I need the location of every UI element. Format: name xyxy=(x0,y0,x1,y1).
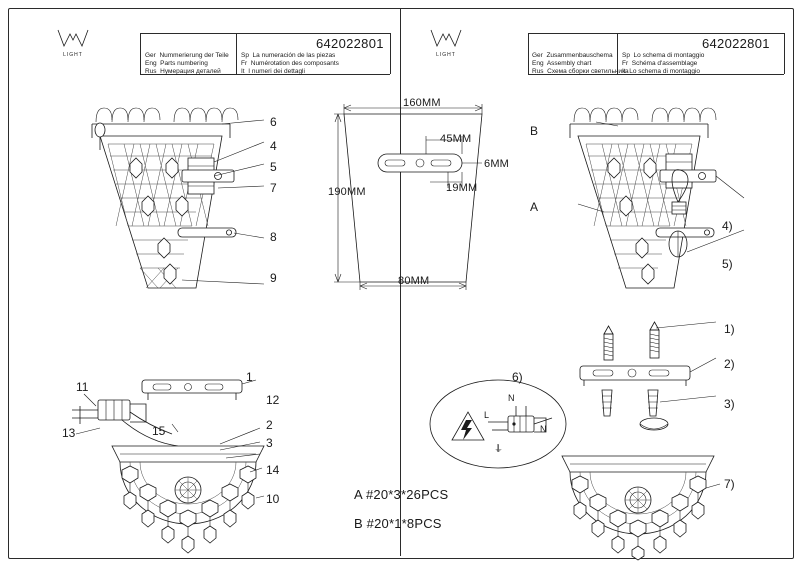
callout-bottom-12: 12 xyxy=(266,393,280,407)
callout-right-3: 3) xyxy=(724,397,735,411)
brand-logo-left xyxy=(50,26,96,62)
callout-bottom-11: 11 xyxy=(76,380,89,394)
label-letter-a: A xyxy=(530,200,539,214)
brand-logo-right xyxy=(423,26,469,62)
dimension-depth: 80MM xyxy=(398,275,430,287)
dimension-plate-length: 45MM xyxy=(440,133,472,145)
callout-left-4: 4 xyxy=(270,139,277,153)
dimension-height: 190MM xyxy=(328,186,366,198)
right-header-rule-top xyxy=(528,33,784,34)
left-lang-it: It I numeri dei dettagli xyxy=(241,68,305,75)
hazard-icon xyxy=(452,412,484,440)
callout-bottom-3: 3 xyxy=(266,436,273,450)
label-letter-b: B xyxy=(530,124,539,138)
left-header-vline-2 xyxy=(236,33,237,74)
brand-logo-text: LIGHT xyxy=(63,52,83,58)
callout-left-5: 5 xyxy=(270,160,277,174)
callout-bottom-10: 10 xyxy=(266,492,280,506)
callout-right-2: 2) xyxy=(724,357,735,371)
dimension-width: 160MM xyxy=(403,97,441,109)
dimension-plate-hole: 6MM xyxy=(484,158,510,170)
callout-left-9: 9 xyxy=(270,271,277,285)
callout-right-7: 7) xyxy=(724,477,735,491)
right-header-vline-3 xyxy=(784,33,785,74)
callout-right-4: 4) xyxy=(722,219,733,233)
left-header-vline-1 xyxy=(140,33,141,74)
right-lang-ru: Rus Схема сборки светильника xyxy=(532,68,629,75)
fixture-assembly-view-right xyxy=(556,92,776,307)
base-assembly-left xyxy=(60,372,300,557)
left-lang-de: Ger Nummerierung der Teile xyxy=(145,52,229,59)
right-header-vline-1 xyxy=(528,33,529,74)
left-header-rule-top xyxy=(140,33,390,34)
wire-label-n-right: N xyxy=(540,424,547,434)
right-lang-es: Sp Lo schema di montaggio xyxy=(622,52,705,59)
left-header-vline-3 xyxy=(390,33,391,74)
left-lang-ru: Rus Нумерация деталей xyxy=(145,68,221,75)
left-lang-fr: Fr Numérotation des composants xyxy=(241,60,339,67)
left-product-code: 642022801 xyxy=(316,36,384,51)
wall-anchor-1 xyxy=(602,390,612,416)
callout-left-6: 6 xyxy=(270,115,277,129)
wire-label-l: L xyxy=(484,410,490,420)
hardware-parts xyxy=(570,318,780,438)
right-product-code: 642022801 xyxy=(702,36,770,51)
screw-2 xyxy=(650,322,659,358)
base-assembly-right xyxy=(548,448,728,560)
wall-anchor-2 xyxy=(648,390,658,416)
left-lang-es: Sp La numeración de las piezas xyxy=(241,52,336,59)
callout-bottom-1: 1 xyxy=(246,370,253,384)
callout-bottom-13: 13 xyxy=(62,426,76,440)
callout-bottom-2: 2 xyxy=(266,418,273,432)
callout-left-8: 8 xyxy=(270,230,277,244)
callout-left-7: 7 xyxy=(270,181,277,195)
right-lang-fr: Fr Schéma d'assemblage xyxy=(622,60,698,67)
callout-right-1: 1) xyxy=(724,322,735,336)
callout-center-6: 6) xyxy=(512,370,523,384)
screw-1 xyxy=(604,326,613,360)
lamp-spec-b: B #20*1*8PCS xyxy=(354,516,442,531)
wire-label-n-top: N xyxy=(508,393,515,403)
cap-nut xyxy=(640,418,668,430)
right-lang-it: It Lo schema di montaggio xyxy=(622,68,701,75)
right-lang-de: Ger Zusammenbauschema xyxy=(532,52,613,59)
callout-bottom-15: 15 xyxy=(152,424,166,438)
callout-right-5: 5) xyxy=(722,257,733,271)
wiring-detail-circle xyxy=(428,378,568,470)
lamp-spec-a: A #20*3*26PCS xyxy=(354,487,449,502)
brand-logo-text-right: LIGHT xyxy=(436,52,456,58)
fixture-front-view-left xyxy=(78,92,288,307)
terminal-block xyxy=(98,400,146,422)
left-lang-en: Eng Parts numbering xyxy=(145,60,208,67)
callout-bottom-14: 14 xyxy=(266,463,280,477)
dimension-plate-width: 19MM xyxy=(446,182,478,194)
wire-label-earth: ⏚ xyxy=(494,444,504,454)
right-lang-en: Eng Assembly chart xyxy=(532,60,592,67)
